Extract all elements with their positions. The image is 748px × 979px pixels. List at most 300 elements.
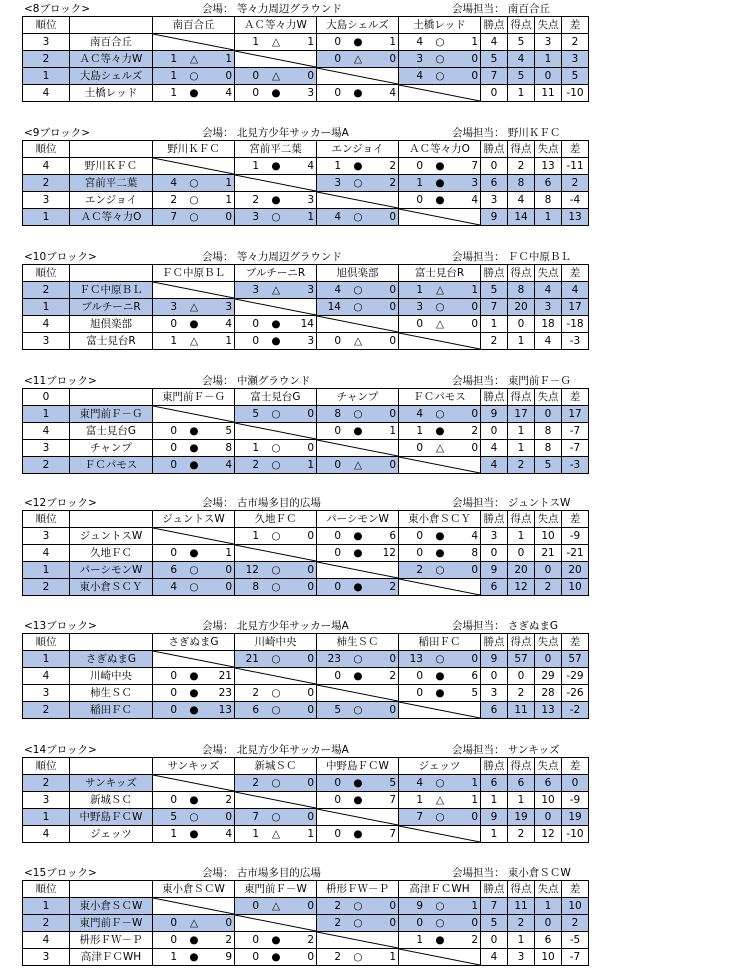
goals-against-header: 失点 xyxy=(535,17,562,34)
match-result-cell xyxy=(153,545,235,562)
diagonal-line xyxy=(153,775,234,791)
match-result-cell xyxy=(153,68,235,85)
points-cell: 3 xyxy=(481,528,508,545)
diff-cell: 17 xyxy=(562,299,589,316)
opponent-header: 東小倉ＳＣW xyxy=(153,881,235,898)
match-result-cell xyxy=(317,775,399,792)
points-cell: 3 xyxy=(481,685,508,702)
points-cell: 5 xyxy=(481,51,508,68)
own-score: 13 xyxy=(409,653,423,665)
diagonal-line xyxy=(399,209,480,225)
points-cell: 5 xyxy=(481,915,508,932)
result-mark: ● xyxy=(435,177,445,189)
team-row xyxy=(23,898,589,915)
result-mark: ● xyxy=(271,87,281,99)
own-score: 7 xyxy=(252,811,259,823)
goals-for-cell: 8 xyxy=(508,282,535,299)
result-mark: ● xyxy=(435,160,445,172)
goals-for-cell: 4 xyxy=(508,192,535,209)
goals-against-header: 失点 xyxy=(535,389,562,406)
goals-against-cell: 8 xyxy=(535,423,562,440)
team-name-cell: 宮前平二葉 xyxy=(70,175,153,192)
self-match-cell xyxy=(317,562,399,579)
team-row xyxy=(23,423,589,440)
match-result-cell xyxy=(317,51,399,68)
points-cell: 6 xyxy=(481,702,508,719)
rank-cell: 4 xyxy=(23,316,70,333)
opponent-score: 0 xyxy=(307,408,314,420)
opponent-score: 2 xyxy=(225,934,232,946)
points-cell: 1 xyxy=(481,792,508,809)
result-mark: ● xyxy=(353,794,363,806)
opponent-score: 0 xyxy=(389,53,396,65)
venue-name: 古市場多目的広場 xyxy=(236,867,321,879)
team-name-cell: ブルチーニR xyxy=(70,299,153,316)
match-result-cell xyxy=(235,34,317,51)
opponent-header: 川崎中央 xyxy=(235,634,317,651)
self-match-cell xyxy=(153,775,235,792)
match-result-cell xyxy=(399,915,481,932)
header-row xyxy=(23,389,589,406)
opponent-score: 1 xyxy=(471,284,478,296)
own-score: 0 xyxy=(416,442,423,454)
rank-cell: 4 xyxy=(23,158,70,175)
match-result-cell xyxy=(235,85,317,102)
goals-for-cell: 2 xyxy=(508,158,535,175)
opponent-score: 1 xyxy=(225,547,232,559)
own-score: 0 xyxy=(170,704,177,716)
self-match-cell xyxy=(317,932,399,949)
diff-cell: -26 xyxy=(562,685,589,702)
diagonal-line xyxy=(153,651,234,667)
points-cell: 0 xyxy=(481,668,508,685)
own-score: 0 xyxy=(334,53,341,65)
result-mark: △ xyxy=(435,318,445,330)
points-cell: 4 xyxy=(481,34,508,51)
venue-prefix: 会場： xyxy=(202,620,234,632)
own-score: 0 xyxy=(170,670,177,682)
opponent-score: 6 xyxy=(389,530,396,542)
opponent-score: 0 xyxy=(389,900,396,912)
match-result-cell xyxy=(317,579,399,596)
venue-prefix: 会場： xyxy=(202,127,234,139)
match-result-cell xyxy=(317,175,399,192)
opponent-score: 4 xyxy=(225,318,232,330)
rank-cell: 1 xyxy=(23,562,70,579)
match-result-cell xyxy=(317,457,399,474)
diff-header: 差 xyxy=(562,881,589,898)
opponent-score: 0 xyxy=(389,284,396,296)
result-mark: ● xyxy=(189,670,199,682)
own-score: 5 xyxy=(334,704,341,716)
self-match-cell xyxy=(317,68,399,85)
diff-cell: -11 xyxy=(562,158,589,175)
self-match-cell xyxy=(317,192,399,209)
team-row xyxy=(23,209,589,226)
diagonal-line xyxy=(153,282,234,298)
goals-against-cell: 11 xyxy=(535,85,562,102)
result-mark: ● xyxy=(271,194,281,206)
self-match-cell xyxy=(317,685,399,702)
goals-against-header: 失点 xyxy=(535,881,562,898)
opponent-header: 旭倶楽部 xyxy=(317,265,399,282)
match-result-cell xyxy=(153,85,235,102)
diagonal-line xyxy=(235,299,316,315)
self-match-cell xyxy=(235,915,317,932)
own-score: 1 xyxy=(252,530,259,542)
own-score: 4 xyxy=(170,177,177,189)
goals-for-cell: 1 xyxy=(508,528,535,545)
self-match-cell xyxy=(399,333,481,350)
own-score: 1 xyxy=(252,160,259,172)
goals-for-cell: 2 xyxy=(508,685,535,702)
result-mark: ○ xyxy=(353,408,363,420)
opponent-header: 稲田ＦＣ xyxy=(399,634,481,651)
responsible-label xyxy=(452,126,560,140)
match-result-cell xyxy=(399,528,481,545)
responsible-prefix: 会場担当： xyxy=(452,867,505,879)
venue-prefix: 会場： xyxy=(202,251,234,263)
goals-for-cell: 6 xyxy=(508,775,535,792)
opponent-score: 0 xyxy=(307,530,314,542)
opponent-score: 2 xyxy=(389,670,396,682)
match-result-cell xyxy=(399,932,481,949)
match-result-cell xyxy=(399,809,481,826)
self-match-cell xyxy=(235,545,317,562)
result-mark: ● xyxy=(271,951,281,963)
own-score: 0 xyxy=(334,459,341,471)
opponent-score: 0 xyxy=(389,335,396,347)
goals-against-cell: 0 xyxy=(535,915,562,932)
own-score: 0 xyxy=(334,828,341,840)
diff-cell: -7 xyxy=(562,949,589,966)
self-match-cell xyxy=(235,175,317,192)
match-result-cell xyxy=(317,826,399,843)
own-score: 0 xyxy=(334,87,341,99)
result-mark: ○ xyxy=(271,704,281,716)
points-cell: 6 xyxy=(481,579,508,596)
rank-cell: 3 xyxy=(23,949,70,966)
result-mark: ○ xyxy=(353,177,363,189)
diff-header: 差 xyxy=(562,17,589,34)
points-cell: 2 xyxy=(481,333,508,350)
own-score: 0 xyxy=(334,581,341,593)
opponent-score: 12 xyxy=(382,547,396,559)
result-mark: △ xyxy=(189,301,199,313)
opponent-score: 0 xyxy=(307,704,314,716)
opponent-score: 0 xyxy=(225,581,232,593)
result-mark: ● xyxy=(435,530,445,542)
opponent-score: 1 xyxy=(471,900,478,912)
own-score: 0 xyxy=(416,194,423,206)
team-row xyxy=(23,702,589,719)
match-result-cell xyxy=(399,192,481,209)
opponent-score: 0 xyxy=(471,442,478,454)
own-score: 1 xyxy=(170,828,177,840)
result-mark: ○ xyxy=(435,564,445,576)
own-score: 0 xyxy=(416,687,423,699)
result-mark: ● xyxy=(353,828,363,840)
own-score: 4 xyxy=(170,581,177,593)
header-row xyxy=(23,634,589,651)
match-result-cell xyxy=(317,85,399,102)
diagonal-line xyxy=(317,685,398,701)
rank-cell: 3 xyxy=(23,528,70,545)
self-match-cell xyxy=(153,528,235,545)
diagonal-line xyxy=(235,51,316,67)
match-result-cell xyxy=(399,668,481,685)
result-mark: ○ xyxy=(189,564,199,576)
team-header xyxy=(70,511,153,528)
rank-cell: 3 xyxy=(23,333,70,350)
diff-cell: -3 xyxy=(562,457,589,474)
own-score: 5 xyxy=(252,408,259,420)
self-match-cell xyxy=(153,158,235,175)
opponent-score: 1 xyxy=(389,951,396,963)
own-score: 0 xyxy=(334,530,341,542)
own-score: 0 xyxy=(416,160,423,172)
match-result-cell xyxy=(235,282,317,299)
diff-cell: 19 xyxy=(562,809,589,826)
responsible-label xyxy=(452,619,558,633)
opponent-score: 1 xyxy=(225,194,232,206)
opponent-score: 3 xyxy=(307,194,314,206)
own-score: 14 xyxy=(327,301,341,313)
goals-against-cell: 3 xyxy=(535,299,562,316)
team-row xyxy=(23,158,589,175)
own-score: 3 xyxy=(334,177,341,189)
rank-cell: 2 xyxy=(23,51,70,68)
diff-cell: 10 xyxy=(562,579,589,596)
opponent-header: 高津ＦＣWH xyxy=(399,881,481,898)
results-table xyxy=(22,633,589,719)
own-score: 0 xyxy=(252,335,259,347)
opponent-score: 0 xyxy=(471,564,478,576)
self-match-cell xyxy=(317,809,399,826)
result-mark: ○ xyxy=(435,36,445,48)
points-cell: 9 xyxy=(481,562,508,579)
match-result-cell xyxy=(235,826,317,843)
match-result-cell xyxy=(317,528,399,545)
match-result-cell xyxy=(153,809,235,826)
points-header: 勝点 xyxy=(481,17,508,34)
self-match-cell xyxy=(399,457,481,474)
opponent-header: 東門前Ｆ－Ｇ xyxy=(153,389,235,406)
match-result-cell xyxy=(153,440,235,457)
goals-for-header: 得点 xyxy=(508,17,535,34)
venue-name: 等々力周辺グラウンド xyxy=(236,251,342,263)
venue-label xyxy=(202,2,342,16)
match-result-cell xyxy=(235,440,317,457)
diff-header: 差 xyxy=(562,265,589,282)
team-name-cell: 東門前Ｆ－W xyxy=(70,915,153,932)
opponent-header: 新城ＳＣ xyxy=(235,758,317,775)
opponent-score: 0 xyxy=(471,70,478,82)
opponent-score: 0 xyxy=(225,70,232,82)
team-name-cell: エンジョイ xyxy=(70,192,153,209)
own-score: 0 xyxy=(170,934,177,946)
result-mark: ○ xyxy=(189,211,199,223)
team-header xyxy=(70,389,153,406)
team-name-cell: 柿生ＳＣ xyxy=(70,685,153,702)
opponent-score: 0 xyxy=(307,687,314,699)
diagonal-line xyxy=(399,826,480,842)
rank-cell: 3 xyxy=(23,685,70,702)
goals-for-cell: 0 xyxy=(508,668,535,685)
opponent-score: 2 xyxy=(389,177,396,189)
team-name-cell: 中野島ＦＣW xyxy=(70,809,153,826)
results-table xyxy=(22,880,589,966)
opponent-score: 0 xyxy=(389,917,396,929)
diff-cell: -7 xyxy=(562,423,589,440)
points-cell: 5 xyxy=(481,282,508,299)
result-mark: ○ xyxy=(271,777,281,789)
responsible-label xyxy=(452,743,560,757)
self-match-cell xyxy=(399,85,481,102)
goals-against-header: 失点 xyxy=(535,265,562,282)
match-result-cell xyxy=(317,651,399,668)
points-cell: 1 xyxy=(481,826,508,843)
result-mark: ● xyxy=(353,87,363,99)
rank-cell: 4 xyxy=(23,826,70,843)
match-result-cell xyxy=(153,209,235,226)
own-score: 0 xyxy=(252,900,259,912)
self-match-cell xyxy=(153,34,235,51)
goals-against-cell: 0 xyxy=(535,68,562,85)
block-header xyxy=(22,496,634,510)
match-result-cell xyxy=(317,949,399,966)
own-score: 7 xyxy=(170,211,177,223)
own-score: 3 xyxy=(416,53,423,65)
opponent-score: 1 xyxy=(225,335,232,347)
opponent-score: 2 xyxy=(471,425,478,437)
rank-header: 順位 xyxy=(23,265,70,282)
goals-for-header: 得点 xyxy=(508,511,535,528)
goals-against-header: 失点 xyxy=(535,634,562,651)
responsible-label xyxy=(452,496,570,510)
points-cell: 4 xyxy=(481,949,508,966)
result-mark: ● xyxy=(353,581,363,593)
responsible-prefix: 会場担当： xyxy=(452,744,505,756)
team-name-cell: パーシモンW xyxy=(70,562,153,579)
team-row xyxy=(23,316,589,333)
match-result-cell xyxy=(153,192,235,209)
venue-name: 北見方少年サッカー場A xyxy=(236,620,349,632)
goals-against-cell: 18 xyxy=(535,316,562,333)
result-mark: ○ xyxy=(271,653,281,665)
opponent-header: 東小倉ＳＣＹ xyxy=(399,511,481,528)
results-table xyxy=(22,140,589,226)
own-score: 2 xyxy=(252,687,259,699)
points-cell: 0 xyxy=(481,423,508,440)
own-score: 1 xyxy=(170,70,177,82)
opponent-header: サンキッズ xyxy=(153,758,235,775)
diagonal-line xyxy=(235,175,316,191)
block-name: <11ブロック> xyxy=(24,375,97,387)
venue-label xyxy=(202,126,349,140)
block-header xyxy=(22,866,634,880)
header-row xyxy=(23,881,589,898)
result-mark: ○ xyxy=(435,900,445,912)
diagonal-line xyxy=(399,457,480,473)
goals-for-cell: 2 xyxy=(508,915,535,932)
points-cell: 0 xyxy=(481,545,508,562)
opponent-header: 久地ＦＣ xyxy=(235,511,317,528)
goals-against-cell: 8 xyxy=(535,192,562,209)
rank-cell: 4 xyxy=(23,932,70,949)
own-score: 8 xyxy=(334,408,341,420)
goals-against-cell: 0 xyxy=(535,809,562,826)
result-mark: ○ xyxy=(271,530,281,542)
team-row xyxy=(23,668,589,685)
match-result-cell xyxy=(235,158,317,175)
result-mark: ○ xyxy=(435,70,445,82)
match-result-cell xyxy=(235,898,317,915)
match-result-cell xyxy=(153,932,235,949)
diff-cell: 13 xyxy=(562,209,589,226)
own-score: 4 xyxy=(416,36,423,48)
diagonal-line xyxy=(235,668,316,684)
own-score: 1 xyxy=(416,794,423,806)
opponent-score: 23 xyxy=(218,687,232,699)
goals-for-header: 得点 xyxy=(508,758,535,775)
match-result-cell xyxy=(235,562,317,579)
result-mark: ● xyxy=(189,459,199,471)
own-score: 0 xyxy=(170,917,177,929)
rank-cell: 4 xyxy=(23,545,70,562)
team-name-cell: 野川ＫＦＣ xyxy=(70,158,153,175)
own-score: 0 xyxy=(416,530,423,542)
own-score: 0 xyxy=(252,318,259,330)
team-row xyxy=(23,51,589,68)
team-row xyxy=(23,775,589,792)
goals-for-cell: 11 xyxy=(508,898,535,915)
match-result-cell xyxy=(317,792,399,809)
opponent-score: 4 xyxy=(471,194,478,206)
match-result-cell xyxy=(399,685,481,702)
team-header xyxy=(70,881,153,898)
opponent-score: 1 xyxy=(389,36,396,48)
team-row xyxy=(23,579,589,596)
own-score: 21 xyxy=(245,653,259,665)
own-score: 0 xyxy=(170,794,177,806)
result-mark: △ xyxy=(271,36,281,48)
own-score: 0 xyxy=(416,670,423,682)
block-header xyxy=(22,250,634,264)
match-result-cell xyxy=(235,457,317,474)
block-name: <8ブロック> xyxy=(24,3,91,15)
goals-against-header: 失点 xyxy=(535,141,562,158)
rank-cell: 2 xyxy=(23,457,70,474)
goals-for-header: 得点 xyxy=(508,141,535,158)
team-row xyxy=(23,932,589,949)
match-result-cell xyxy=(317,406,399,423)
match-result-cell xyxy=(317,915,399,932)
responsible-team: 東小倉ＳＣW xyxy=(507,867,571,879)
responsible-team: 東門前Ｆ－Ｇ xyxy=(507,375,571,387)
opponent-header: 枡形ＦＷ－Ｐ xyxy=(317,881,399,898)
result-mark: ○ xyxy=(271,811,281,823)
result-mark: △ xyxy=(271,828,281,840)
match-result-cell xyxy=(153,316,235,333)
block-header xyxy=(22,619,634,633)
result-mark: ● xyxy=(271,335,281,347)
results-table xyxy=(22,16,589,102)
venue-name: 北見方少年サッカー場A xyxy=(236,744,349,756)
result-mark: ● xyxy=(271,160,281,172)
match-result-cell xyxy=(317,423,399,440)
result-mark: ● xyxy=(435,687,445,699)
